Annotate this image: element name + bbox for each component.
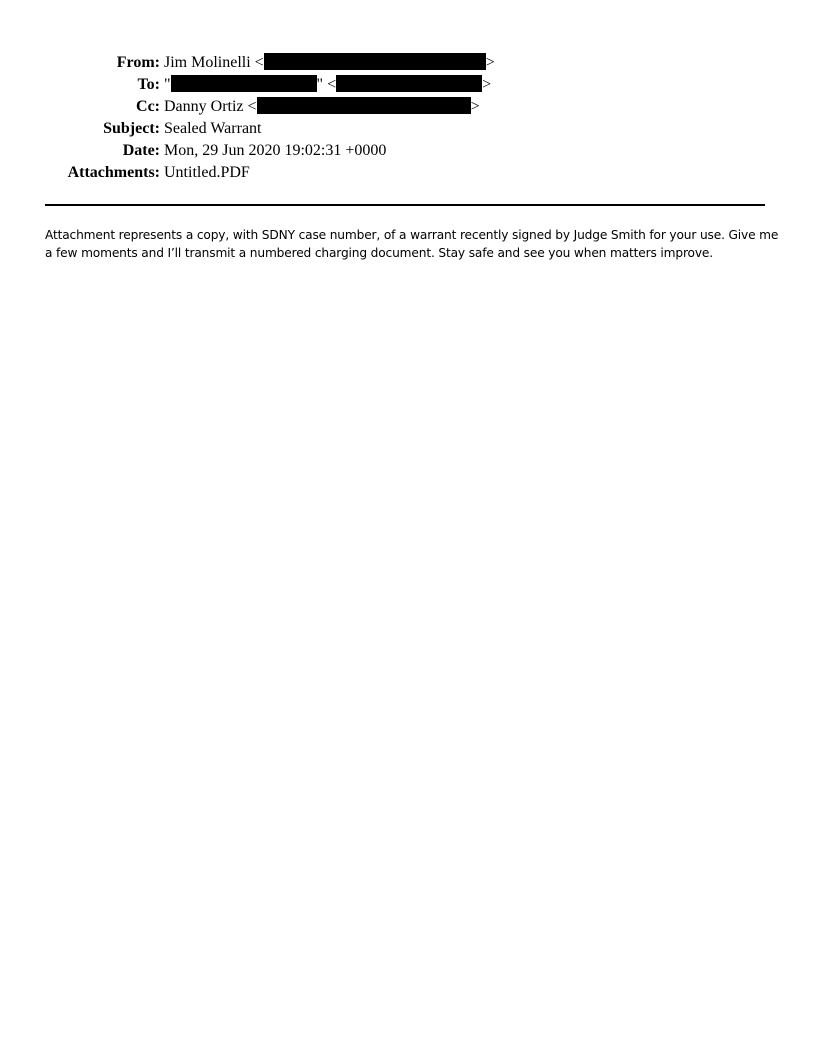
email-header (0, 52, 816, 184)
from-row (0, 52, 816, 74)
to-row (0, 74, 816, 96)
to-close-bracket: > (482, 76, 492, 93)
attachments-label: Attachments: (67, 164, 160, 181)
to-name-redaction (171, 75, 317, 92)
date-row (0, 140, 816, 162)
attachments-row (0, 162, 816, 184)
date-label: Date: (122, 142, 160, 159)
subject-label: Subject: (103, 120, 160, 137)
from-close-bracket: > (485, 54, 495, 71)
to-label: To: (137, 76, 160, 93)
cc-row (0, 96, 816, 118)
to-email-redaction (336, 75, 482, 92)
cc-name: Danny Ortiz (164, 98, 244, 115)
cc-value (164, 96, 480, 118)
header-divider (45, 204, 765, 206)
cc-label: Cc: (136, 98, 160, 115)
cc-close-bracket: > (470, 98, 480, 115)
email-body (45, 226, 779, 262)
cc-open-bracket: < (247, 98, 257, 115)
to-quote-close: " (316, 76, 324, 93)
from-label: From: (116, 54, 160, 71)
from-name: Jim Molinelli (164, 54, 251, 71)
attachment-filename: Untitled.PDF (164, 164, 250, 181)
from-value (164, 52, 495, 74)
subject-row (0, 118, 816, 140)
to-quote-open: " (164, 76, 171, 93)
body-line-1: Attachment represents a copy, with SDNY case number, of a warrant recently signed by Judge Smith for your use. Give me (45, 228, 779, 242)
from-open-bracket: < (254, 54, 264, 71)
cc-email-redaction (257, 97, 471, 114)
date-value: Mon, 29 Jun 2020 19:02:31 +0000 (164, 142, 387, 159)
to-value (164, 74, 491, 96)
from-email-redaction (264, 53, 486, 70)
subject-value: Sealed Warrant (164, 120, 262, 137)
body-line-2: a few moments and I’ll transmit a numbered charging document. Stay safe and see you when matters improve. (45, 246, 713, 260)
to-open-bracket: < (327, 76, 337, 93)
